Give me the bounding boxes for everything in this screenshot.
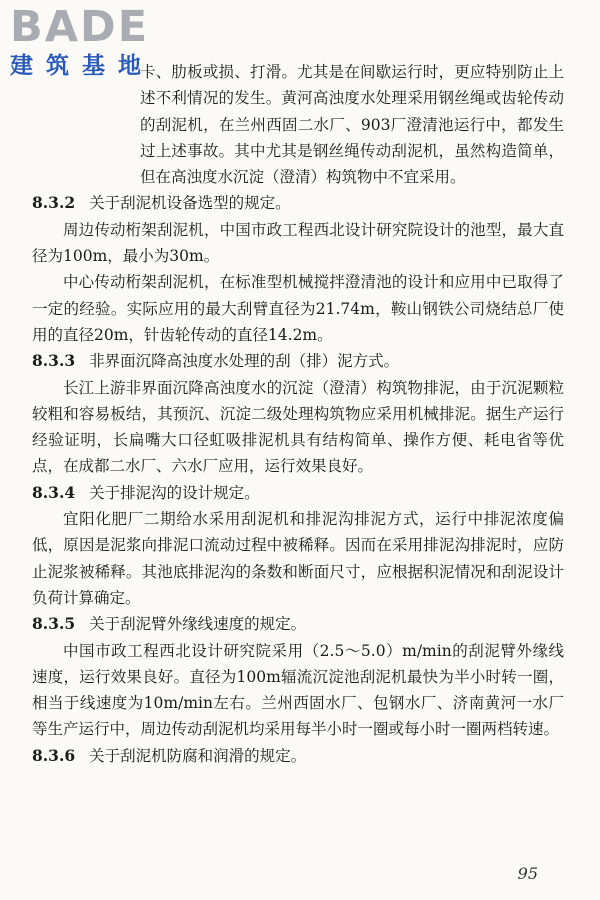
section-title: 非界面沉降高浊度水处理的刮（排）泥方式。 bbox=[89, 352, 400, 371]
continued-paragraph: 卡、肋板或损、打滑。尤其是在间歇运行时，更应特别防止上述不利情况的发生。黄河高浊度水处理采用钢丝绳或齿轮传动的刮泥机，在兰州西固二水厂、903厂澄清池运行中，都发生过上述事故。其中尤其是钢丝绳传动刮泥机，虽然构造简单，但在高浊度水沉淀（澄清）构筑物中不宜采用。 bbox=[140, 63, 564, 187]
body-paragraph: 中国市政工程西北设计研究院采用（2.5～5.0）m/min的刮泥臂外缘线速度，运行效果良好。直径为100m辐流沉淀池刮泥机最快为半小时转一圈，相当于线速度为10m/min左右。兰州西固水厂、包钢水厂、济南黄河一水厂等生产运行中，周边传动刮泥机均采用每半小时一圈或每小时一圈两档转速。 bbox=[32, 641, 564, 739]
section-heading bbox=[32, 480, 564, 506]
section-heading bbox=[32, 190, 564, 216]
body-paragraph: 周边传动桁架刮泥机，中国市政工程西北设计研究院设计的池型，最大直径为100m，最小为30m。 bbox=[32, 220, 564, 266]
section-heading bbox=[32, 348, 564, 374]
section-title: 关于刮泥机设备选型的规定。 bbox=[89, 194, 291, 213]
body-paragraph: 中心传动桁架刮泥机，在标准型机械搅拌澄清池的设计和应用中已取得了一定的经验。实际应用的最大刮臂直径为21.74m，鞍山钢铁公司烧结总厂使用的直径20m，针齿轮传动的直径14.2m。 bbox=[32, 273, 564, 344]
section-title: 关于刮泥臂外缘线速度的规定。 bbox=[89, 615, 307, 634]
body-paragraph: 长江上游非界面沉降高浊度水的沉淀（澄清）构筑物排泥，由于沉泥颗粒较粗和容易板结，其预沉、沉淀二级处理构筑物应采用机械排泥。据生产运行经验证明，长扁嘴大口径虹吸排泥机具有结构简单、操作方便、耗电省等优点，在成都二水厂、六水厂应用，运行效果良好。 bbox=[32, 378, 564, 476]
watermark-brand: BADE bbox=[10, 2, 150, 52]
body-paragraph: 宜阳化肥厂二期给水采用刮泥机和排泥沟排泥方式，运行中排泥浓度偏低，原因是泥浆向排泥口流动过程中被稀释。因而在采用排泥沟排泥时，应防止泥浆被稀释。其池底排泥沟的条数和断面尺寸，应根据积泥情况和刮泥设计负荷计算确定。 bbox=[32, 510, 564, 607]
section-number: 8.3.4 bbox=[32, 482, 76, 502]
watermark-subtitle: 建筑基地 bbox=[10, 53, 154, 79]
section-number: 8.3.2 bbox=[32, 193, 76, 213]
section-heading bbox=[32, 743, 564, 769]
document-body bbox=[32, 59, 564, 769]
section-number: 8.3.6 bbox=[32, 745, 76, 765]
page-number: 95 bbox=[517, 864, 538, 883]
section-number: 8.3.5 bbox=[32, 614, 76, 634]
section-title: 关于排泥沟的设计规定。 bbox=[89, 483, 260, 502]
section-number: 8.3.3 bbox=[32, 351, 76, 371]
section-heading bbox=[32, 611, 564, 637]
section-title: 关于刮泥机防腐和润滑的规定。 bbox=[89, 746, 307, 765]
